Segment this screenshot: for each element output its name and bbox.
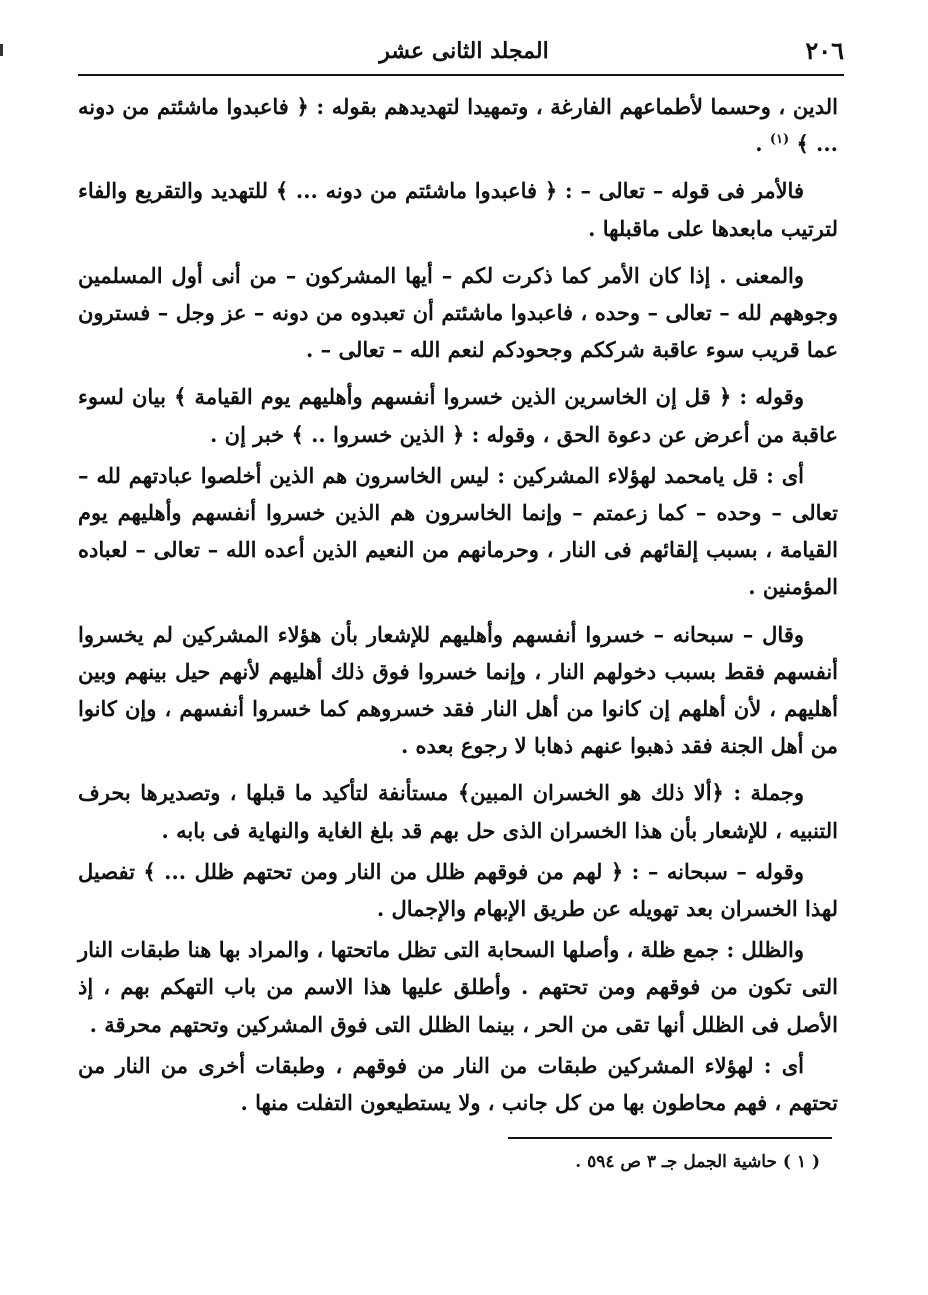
running-title: المجلد الثانى عشر xyxy=(379,38,549,64)
paragraph-5: أى : قل يامحمد لهؤلاء المشركين : ليس الخاسرون هم الذين أخلصوا عبادتهم لله – تعالى – وحده – كما زعمتم – وإنما الخاسرون هم الذين خسروا أنفسهم وأهليهم يوم القيامة ، بسبب إلقائهم فى النار ، وحرمانهم من النعيم الذين أعده الله – تعالى – لعباده المؤمنين . xyxy=(78,462,838,600)
body-text xyxy=(78,88,838,1125)
paragraph-6: وقال – سبحانه – خسروا أنفسهم وأهليهم للإشعار بأن هؤلاء المشركين لم يخسروا أنفسهم فقط بسبب دخولهم النار ، وإنما خسروا فوق ذلك أهليهم لأنهم حيل بينهم وبين أهليهم ، لأن أهلهم إن كانوا من أهل النار فقد خسروهم كما خسروا أنفسهم ، وإن كانوا من أهل الجنة فقد ذهبوا عنهم ذهابا لا رجوع بعده . xyxy=(78,621,838,759)
paragraph-8: وقوله – سبحانه – : ﴿ لهم من فوقهم ظلل من النار ومن تحتهم ظلل ... ﴾ تفصيل لهذا الخسران بعد تهويله عن طريق الإبهام والإجمال . xyxy=(78,858,838,922)
scan-edge-mark xyxy=(0,44,3,56)
footnote-reference: (١) xyxy=(769,132,790,148)
page-number: ٢٠٦ xyxy=(805,36,844,65)
header-divider xyxy=(78,74,844,76)
paragraph-1 xyxy=(78,88,838,162)
paragraph-9: والظلل : جمع ظلة ، وأصلها السحابة التى تظل ماتحتها ، والمراد بها هنا طبقات النار التى تكون من فوقهم ومن تحتهم . وأطلق عليها هذا الاسم من باب التهكم بهم ، إذ الأصل فى الظلل أنها تقى من الحر ، بينما الظلل التى فوق المشركين وتحتهم محرقة . xyxy=(78,937,838,1037)
paragraph-1-text: الدين ، وحسما لأطماعهم الفارغة ، وتمهيدا لتهديدهم بقوله : ﴿ فاعبدوا ماشئتم من دونه ... ﴾ xyxy=(78,94,838,157)
paragraph-10: أى : لهؤلاء المشركين طبقات من النار من فوقهم ، وطبقات أخرى من النار من تحتهم ، فهم محاطون بها من كل جانب ، ولا يستطيعون التفلت منها . xyxy=(78,1052,838,1116)
paragraph-1-end: . xyxy=(755,131,770,157)
paragraph-4: وقوله : ﴿ قل إن الخاسرين الذين خسروا أنفسهم وأهليهم يوم القيامة ﴾ بيان لسوء عاقبة من أعرض عن دعوة الحق ، وقوله : ﴿ الذين خسروا .. ﴾ خبر إن . xyxy=(78,384,838,447)
paragraph-3: والمعنى . إذا كان الأمر كما ذكرت لكم – أيها المشركون – من أنى أول المسلمين وجوههم لله – تعالى – وحده ، فاعبدوا ماشئتم أن تعبدوه من دونه – عز وجل – فسترون عما قريب سوء عاقبة شرككم وجحودكم لنعم الله – تعالى – . xyxy=(78,262,838,363)
footnote-divider xyxy=(508,1137,832,1139)
page-header xyxy=(78,36,850,72)
footnote: ( ١ ) حاشية الجمل جـ ٣ ص ٥٩٤ . xyxy=(575,1152,820,1172)
paragraph-7: وجملة : ﴿ألا ذلك هو الخسران المبين﴾ مستأنفة لتأكيد ما قبلها ، وتصديرها بحرف التنبيه ، للإشعار بأن هذا الخسران الذى حل بهم قد بلغ الغاية والنهاية فى بابه . xyxy=(78,780,838,843)
paragraph-2: فالأمر فى قوله – تعالى – : ﴿ فاعبدوا ماشئتم من دونه ... ﴾ للتهديد والتقريع والفاء لترتيب مابعدها على ماقبلها . xyxy=(78,178,838,241)
